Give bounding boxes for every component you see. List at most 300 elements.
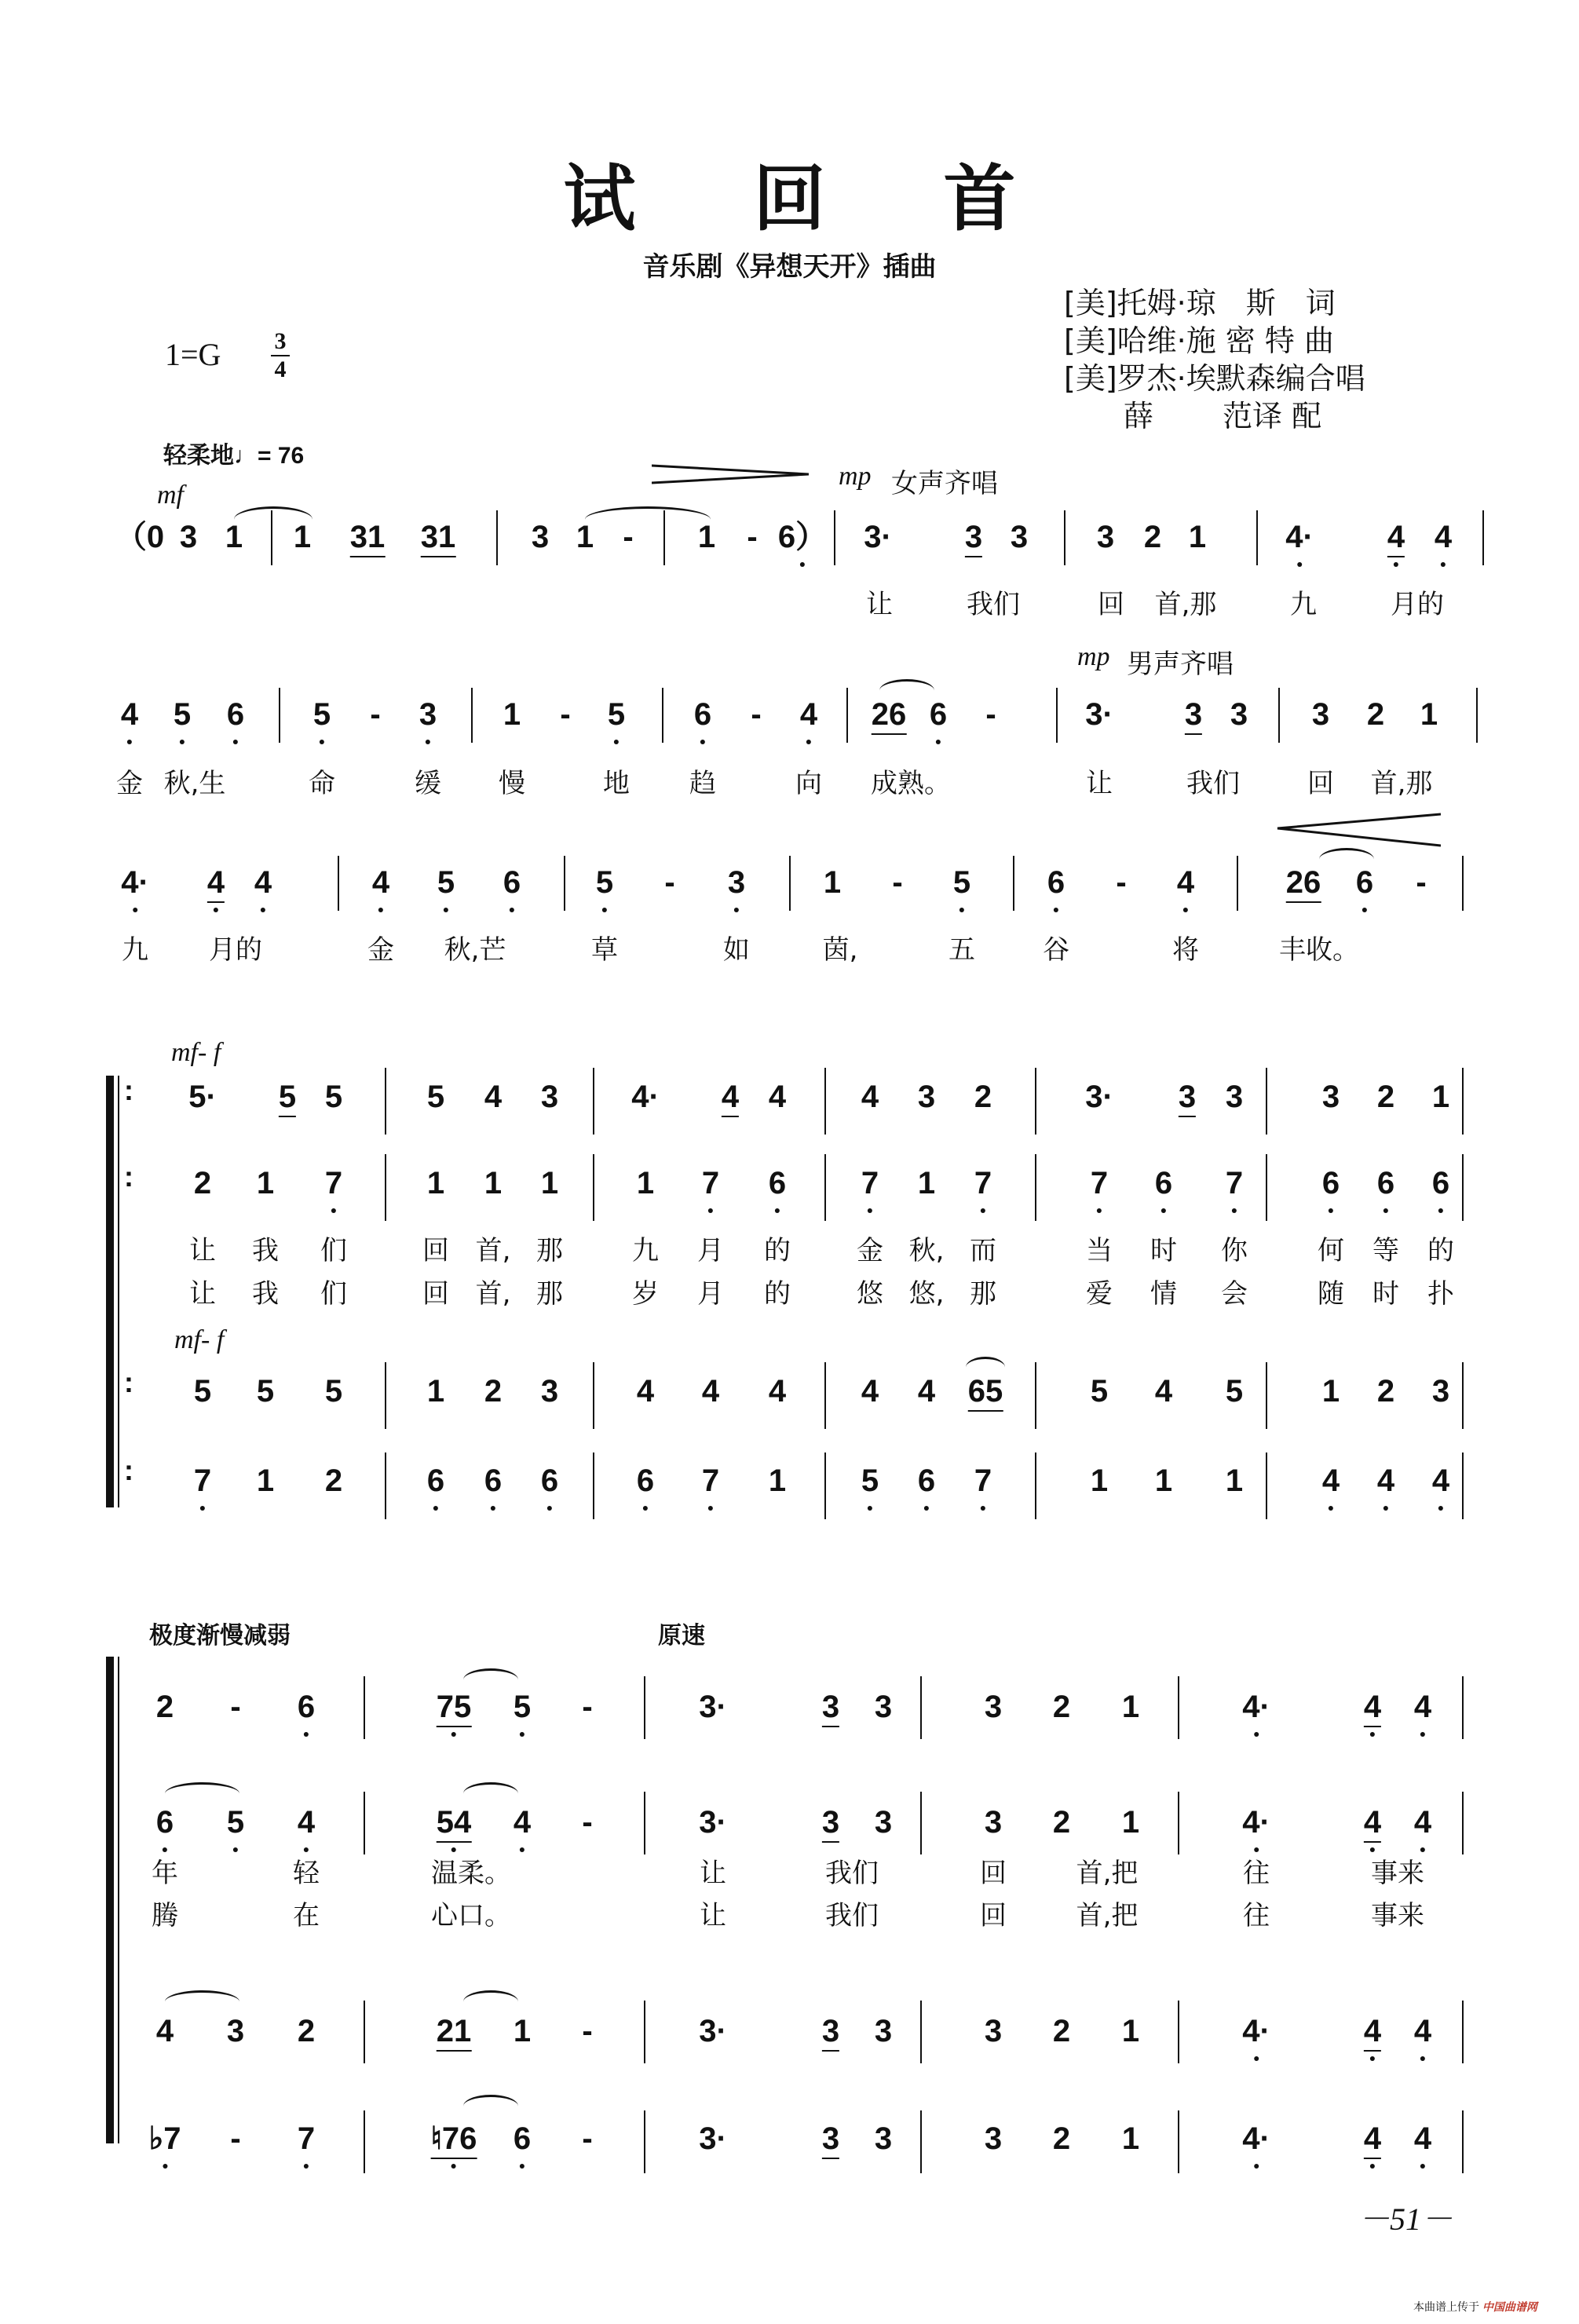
note: 5 — [226, 1805, 245, 1840]
lyric: 草 — [591, 934, 618, 966]
lyric: 年 — [152, 1858, 178, 1889]
note: 4 — [861, 1080, 879, 1114]
lyric: 回 — [1307, 768, 1334, 799]
dynamic-mf: mf — [157, 481, 184, 510]
note: - — [230, 2121, 241, 2156]
lyric: 首,把 — [1076, 1858, 1139, 1889]
note: 4 — [1364, 2012, 1381, 2052]
barline — [271, 510, 272, 565]
lyric: 将 — [1172, 934, 1199, 966]
note: 4· — [631, 1080, 660, 1114]
note: 3 — [874, 1690, 893, 1724]
note: 75 — [437, 1688, 472, 1727]
note: 4· — [1242, 1690, 1270, 1724]
note: 4 — [1413, 1690, 1432, 1724]
repeat-dots: : — [124, 1454, 133, 1486]
lyric: 让 — [189, 1235, 216, 1266]
lyrics-verse-1 — [0, 1851, 1579, 1898]
note: 1 — [513, 2014, 532, 2048]
note: 21 — [437, 2012, 472, 2052]
note: 3· — [1085, 697, 1113, 732]
lyric: 会 — [1221, 1278, 1248, 1310]
barline — [663, 510, 665, 565]
barline — [846, 688, 848, 743]
note: 6 — [929, 697, 948, 732]
note: 7 — [297, 2121, 316, 2156]
note: 4 — [1364, 1688, 1381, 1727]
note: 3 — [1010, 520, 1029, 554]
lyric: 慢 — [499, 768, 525, 799]
slur — [165, 1782, 239, 1805]
note: 1 — [426, 1166, 445, 1200]
note: 2 — [974, 1080, 992, 1114]
note: 3 — [179, 520, 198, 554]
time-signature: 3 4 — [271, 330, 290, 382]
lyric: 首, — [475, 1278, 511, 1310]
lyric: 月 — [697, 1278, 724, 1310]
lyric: 那 — [970, 1278, 996, 1310]
crescendo-hairpin — [1276, 813, 1441, 850]
direction-rit-dim: 极度渐慢减弱 — [149, 1623, 291, 1649]
note: 5 — [193, 1374, 212, 1409]
note: - — [230, 1690, 241, 1724]
note: 3 — [531, 520, 550, 554]
lyric: 命 — [309, 768, 335, 799]
note: 2 — [1376, 1080, 1395, 1114]
lyric: 首,那 — [1154, 589, 1217, 620]
lyric: 回 — [1098, 589, 1124, 620]
note: - — [1416, 865, 1427, 900]
slur — [165, 1990, 239, 2013]
note: 4 — [799, 697, 818, 732]
lyric: 你 — [1221, 1235, 1248, 1266]
lyric: 岁 — [632, 1278, 659, 1310]
note: 6） — [777, 520, 828, 554]
decrescendo-hairpin — [652, 463, 809, 485]
note: 3 — [874, 2014, 893, 2048]
tempo-marking: 轻柔地♩= 76 — [163, 443, 305, 469]
lyric: 首, — [475, 1235, 511, 1266]
note: 4 — [155, 2014, 174, 2048]
note: 7 — [701, 1463, 720, 1498]
lyric: 回 — [422, 1278, 449, 1310]
lyric: 九 — [632, 1235, 659, 1266]
barline — [1278, 688, 1280, 743]
note: 4 — [1431, 1463, 1450, 1498]
note: 4 — [722, 1078, 739, 1117]
lyric: 悠 — [857, 1278, 883, 1310]
note: 2 — [297, 2014, 316, 2048]
note: 1 — [1121, 2014, 1140, 2048]
note: 4 — [297, 1805, 316, 1840]
lyric: 何 — [1318, 1235, 1344, 1266]
note: 3· — [699, 1690, 727, 1724]
note: 7 — [193, 1463, 212, 1498]
note: 1 — [1121, 2121, 1140, 2156]
note: 1 — [540, 1166, 559, 1200]
upload-text: 本曲谱上传于 — [1413, 2300, 1479, 2313]
note: 6 — [1431, 1166, 1450, 1200]
dynamic-mp: mp — [1077, 642, 1110, 671]
note: 3 — [419, 697, 437, 732]
barline — [1256, 510, 1258, 565]
note: 5 — [952, 865, 971, 900]
note: 31 — [421, 518, 456, 557]
lyric: 我 — [252, 1278, 279, 1310]
repeat-dots: : — [124, 1366, 133, 1398]
repeat-dots: : — [124, 1074, 133, 1106]
lyric: 当 — [1086, 1235, 1113, 1266]
note: 4 — [861, 1374, 879, 1409]
lyric: 我 — [252, 1235, 279, 1266]
note: 65 — [968, 1372, 1003, 1412]
note: 1 — [1321, 1374, 1340, 1409]
note: 7 — [861, 1166, 879, 1200]
note: 3 — [965, 518, 982, 557]
alto-part — [0, 1803, 1579, 1851]
note: 7 — [324, 1166, 343, 1200]
lyric: 回 — [980, 1858, 1007, 1889]
note: 4 — [1434, 520, 1453, 554]
note: 5 — [1225, 1374, 1244, 1409]
lyric: 首,把 — [1076, 1900, 1139, 1931]
lyric: 如 — [723, 934, 750, 966]
note: 6 — [917, 1463, 936, 1498]
lyric: 事来 — [1371, 1858, 1424, 1889]
barline — [1064, 510, 1065, 565]
lyric: 回 — [422, 1235, 449, 1266]
note: 2 — [1052, 2014, 1071, 2048]
note: 6 — [1376, 1166, 1395, 1200]
note: 6 — [297, 1690, 316, 1724]
barline — [789, 856, 791, 911]
lyric: 的 — [764, 1278, 791, 1310]
lyric: 那 — [536, 1235, 563, 1266]
note: 3 — [917, 1080, 936, 1114]
note: 1 — [1431, 1080, 1450, 1114]
lyric: 扑 — [1427, 1278, 1454, 1310]
note: 5 — [313, 697, 331, 732]
credit-lyricist: [美]托姆·琼 斯 词 — [1064, 286, 1336, 320]
barline — [564, 856, 565, 911]
lyric: 腾 — [152, 1900, 178, 1931]
barline — [834, 510, 835, 565]
note: 1 — [426, 1374, 445, 1409]
lyric: 秋,芒 — [444, 934, 506, 966]
note: 4 — [254, 865, 272, 900]
note: 6 — [503, 865, 521, 900]
note: 3 — [874, 2121, 893, 2156]
lyric: 金 — [857, 1235, 883, 1266]
note: 3 — [1225, 1080, 1244, 1114]
note: ♭7 — [148, 2121, 181, 2156]
note: 2 — [1052, 2121, 1071, 2156]
lyric: 时 — [1372, 1278, 1399, 1310]
credit-arranger: [美]罗杰·埃默森编合唱 — [1064, 361, 1365, 396]
brand-logo[interactable]: 中国曲谱网 — [1482, 2300, 1537, 2313]
note: 2 — [155, 1690, 174, 1724]
lyric: 的 — [1427, 1235, 1454, 1266]
note: 2 — [193, 1166, 212, 1200]
lyric: 们 — [320, 1235, 347, 1266]
note: 4 — [768, 1374, 787, 1409]
note: 4 — [636, 1374, 655, 1409]
note: 4 — [484, 1080, 503, 1114]
soprano-part — [0, 1688, 1579, 1735]
lyric: 月的 — [209, 934, 262, 966]
note: 4 — [371, 865, 390, 900]
note: 5 — [437, 865, 455, 900]
lyric: 让 — [1086, 768, 1113, 799]
note: 7 — [974, 1463, 992, 1498]
note: 3 — [822, 2120, 839, 2159]
note: 3 — [226, 2014, 245, 2048]
lyrics-line-2 — [0, 762, 1579, 809]
note: 7 — [701, 1166, 720, 1200]
note: 4 — [1413, 1805, 1432, 1840]
note: （0 — [115, 520, 165, 554]
lyrics-verse-1 — [0, 1229, 1579, 1276]
note: 3 — [540, 1374, 559, 1409]
note: 4 — [1413, 2121, 1432, 2156]
note: 4· — [1242, 2014, 1270, 2048]
lyric: 秋,生 — [163, 768, 226, 799]
lyric: 首,那 — [1370, 768, 1433, 799]
note: 4 — [120, 697, 139, 732]
note: 6 — [768, 1166, 787, 1200]
note: - — [1116, 865, 1127, 900]
note: 4 — [1364, 2120, 1381, 2159]
lyric: 地 — [603, 768, 630, 799]
note: 2 — [484, 1374, 503, 1409]
lyric: 心口。 — [431, 1900, 511, 1931]
melody-line-1 — [0, 518, 1579, 565]
note: 5 — [173, 697, 192, 732]
subtitle: 音乐剧《异想天开》插曲 — [642, 251, 937, 283]
soprano-part — [0, 1078, 1579, 1125]
barline — [1013, 856, 1014, 911]
note: - — [582, 2121, 593, 2156]
note: 6 — [693, 697, 712, 732]
melody-line-2 — [0, 696, 1579, 743]
credit-translator: 薛 范译 配 — [1064, 399, 1322, 433]
note: 3 — [984, 1690, 1003, 1724]
note: 4 — [1364, 1803, 1381, 1843]
note: 6 — [636, 1463, 655, 1498]
tie — [463, 2095, 518, 2118]
note: 3· — [699, 1805, 727, 1840]
lyrics-verse-2 — [0, 1894, 1579, 1941]
note: 6 — [540, 1463, 559, 1498]
lyrics-verse-2 — [0, 1272, 1579, 1319]
note: 1 — [225, 520, 243, 554]
note: - — [985, 697, 996, 732]
lyric: 轻 — [293, 1858, 320, 1889]
note: 3 — [1096, 520, 1115, 554]
note: 6 — [484, 1463, 503, 1498]
note: 5 — [595, 865, 614, 900]
lyric: 我们 — [825, 1858, 879, 1889]
lyric: 那 — [536, 1278, 563, 1310]
lyric: 月 — [697, 1235, 724, 1266]
barline — [279, 688, 280, 743]
lyric: 趋 — [689, 768, 716, 799]
note: 3 — [1431, 1374, 1450, 1409]
lyric: 温柔。 — [431, 1858, 511, 1889]
bass-part — [0, 1462, 1579, 1509]
note: 1 — [293, 520, 312, 554]
note: 2 — [1052, 1805, 1071, 1840]
note: 5 — [861, 1463, 879, 1498]
lyric: 九 — [1290, 589, 1317, 620]
note: 4 — [1321, 1463, 1340, 1498]
lyric: 向 — [795, 768, 822, 799]
lyric: 缓 — [415, 768, 441, 799]
lyric: 爱 — [1086, 1278, 1113, 1310]
note: 4 — [701, 1374, 720, 1409]
note: - — [582, 1690, 593, 1724]
lyric: 月的 — [1391, 589, 1444, 620]
credits — [1064, 284, 1365, 435]
direction-female-unison: 女声齐唱 — [891, 468, 998, 499]
note: 4 — [1154, 1374, 1173, 1409]
barline — [471, 688, 473, 743]
note: 7 — [1225, 1166, 1244, 1200]
note: 4· — [1242, 1805, 1270, 1840]
note: 6 — [226, 697, 245, 732]
note: 4· — [121, 865, 149, 900]
note: - — [664, 865, 675, 900]
key-signature: 1=G — [165, 337, 221, 372]
note: - — [623, 520, 634, 554]
note: 3 — [984, 2121, 1003, 2156]
note: 3 — [984, 1805, 1003, 1840]
note: 6 — [1154, 1166, 1173, 1200]
note: 3 — [822, 1803, 839, 1843]
note: 6 — [1047, 865, 1065, 900]
note: 1 — [484, 1166, 503, 1200]
lyric: 五 — [948, 934, 975, 966]
alto-part — [0, 1164, 1579, 1211]
note: 3· — [699, 2121, 727, 2156]
note: 1 — [1225, 1463, 1244, 1498]
note: 3· — [864, 520, 892, 554]
tie — [463, 1990, 518, 2013]
barline — [1462, 856, 1464, 911]
lyric: 让 — [700, 1858, 726, 1889]
note: 3 — [1311, 697, 1330, 732]
note: 1 — [823, 865, 842, 900]
dynamic-mf-f: mf- f — [174, 1325, 225, 1354]
note: 4· — [1285, 520, 1314, 554]
note: 6 — [1355, 865, 1374, 900]
note: 4 — [1387, 518, 1405, 557]
note: 1 — [1420, 697, 1438, 732]
note: 31 — [350, 518, 386, 557]
lyric: 金 — [116, 768, 143, 799]
note: 4 — [207, 864, 225, 903]
barline — [1482, 510, 1484, 565]
lyric: 情 — [1150, 1278, 1177, 1310]
lyric: 让 — [189, 1278, 216, 1310]
note: 2 — [1052, 1690, 1071, 1724]
note: 4 — [1413, 2014, 1432, 2048]
tenor-part — [0, 2012, 1579, 2059]
note: 1 — [1154, 1463, 1173, 1498]
note: 1 — [576, 520, 594, 554]
lyric: 丰收。 — [1279, 934, 1359, 966]
note: 26 — [1286, 864, 1321, 903]
note: 4 — [917, 1374, 936, 1409]
note: 3 — [1230, 697, 1248, 732]
note: 6 — [1321, 1166, 1340, 1200]
lyric: 我们 — [1186, 768, 1240, 799]
note: 1 — [768, 1463, 787, 1498]
lyric: 的 — [764, 1235, 791, 1266]
upload-note — [1413, 2299, 1537, 2315]
tie — [463, 1782, 518, 1805]
note: 1 — [1121, 1805, 1140, 1840]
page-number: －51－ — [1358, 2202, 1453, 2237]
note: 5 — [279, 1078, 296, 1117]
note: 2 — [1143, 520, 1162, 554]
barline — [496, 510, 498, 565]
lyric: 茵, — [822, 934, 858, 966]
lyrics-line-1 — [0, 583, 1579, 630]
barline — [338, 856, 339, 911]
note: 3 — [540, 1080, 559, 1114]
note: 4· — [1242, 2121, 1270, 2156]
note: 3 — [822, 2012, 839, 2052]
direction-male-unison: 男声齐唱 — [1127, 649, 1234, 680]
note: - — [747, 520, 758, 554]
note: - — [751, 697, 762, 732]
bass-part — [0, 2120, 1579, 2167]
note: 3 — [1179, 1078, 1196, 1117]
note: 1 — [917, 1166, 936, 1200]
note: 1 — [636, 1166, 655, 1200]
direction-a-tempo: 原速 — [658, 1623, 705, 1649]
note: 3 — [822, 1688, 839, 1727]
lyric: 往 — [1243, 1900, 1270, 1931]
note: 7 — [1090, 1166, 1109, 1200]
note: 4 — [768, 1080, 787, 1114]
lyric: 让 — [866, 589, 893, 620]
melody-line-3 — [0, 864, 1579, 911]
note: 2 — [324, 1463, 343, 1498]
note: 5 — [324, 1080, 343, 1114]
lyric: 悠, — [908, 1278, 945, 1310]
lyric: 等 — [1372, 1235, 1399, 1266]
lyrics-line-3 — [0, 928, 1579, 975]
note: 3 — [874, 1805, 893, 1840]
note: 5 — [607, 697, 626, 732]
barline — [662, 688, 663, 743]
barline — [1237, 856, 1238, 911]
barline — [1056, 688, 1058, 743]
dynamic-mp: mp — [839, 462, 872, 491]
note: 3· — [1085, 1080, 1113, 1114]
lyric: 时 — [1150, 1235, 1177, 1266]
barline — [1476, 688, 1478, 743]
note: 2 — [1366, 697, 1385, 732]
lyric: 而 — [970, 1235, 996, 1266]
note: - — [582, 1805, 593, 1840]
note: 3· — [699, 2014, 727, 2048]
note: 6 — [426, 1463, 445, 1498]
note: - — [560, 697, 571, 732]
dynamic-mf-f: mf- f — [171, 1038, 221, 1067]
